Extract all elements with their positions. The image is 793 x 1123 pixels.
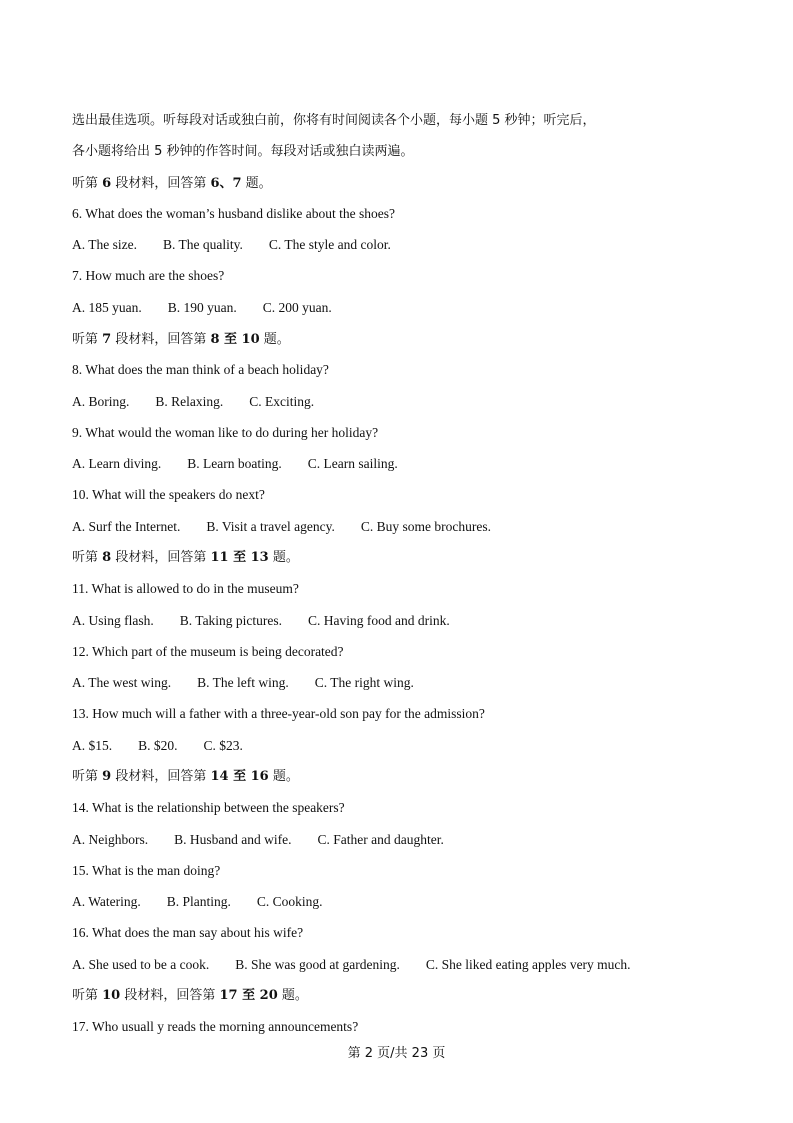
option-a: A. She used to be a cook. [72, 957, 210, 972]
options-7 [72, 299, 358, 317]
instructions-line-2: 各小题将给出 5 秒钟的作答时间。每段对话或独白读两遍。 [72, 144, 414, 159]
options-14 [72, 831, 470, 849]
option-b: B. She was good at gardening. [235, 957, 400, 972]
option-a: A. Boring. [72, 394, 130, 409]
section-heading: 听第 6 段材料，回答第 6、7 题。 [72, 176, 272, 191]
question-6: 6. What does the woman’s husband dislike about the shoes? [72, 206, 395, 221]
option-c: C. Exciting. [249, 394, 315, 409]
option-a: A. Surf the Internet. [72, 519, 181, 534]
section-heading: 听第 7 段材料，回答第 8 至 10 题。 [72, 332, 290, 347]
options-11 [72, 612, 476, 630]
option-c: C. She liked eating apples very much. [425, 957, 631, 972]
option-b: B. Relaxing. [155, 394, 224, 409]
option-b: B. The left wing. [197, 675, 289, 690]
option-a: A. Neighbors. [72, 832, 149, 847]
question-16: 16. What does the man say about his wife? [72, 925, 304, 940]
option-a: A. Using flash. [72, 613, 154, 628]
option-c: C. $23. [203, 738, 243, 753]
option-a: A. The size. [72, 237, 137, 252]
option-c: C. Buy some brochures. [360, 519, 491, 534]
option-b: B. Planting. [166, 894, 231, 909]
option-c: C. Cooking. [256, 894, 323, 909]
option-c: C. Learn sailing. [307, 456, 398, 471]
question-13: 13. How much will a father with a three-year-old son pay for the admission? [72, 706, 485, 721]
section-heading: 听第 8 段材料，回答第 11 至 13 题。 [72, 550, 299, 565]
option-a: A. Watering. [72, 894, 141, 909]
section-heading: 听第 10 段材料，回答第 17 至 20 题。 [72, 988, 308, 1003]
option-b: B. The quality. [162, 237, 243, 252]
question-7: 7. How much are the shoes? [72, 268, 225, 283]
options-15 [72, 893, 349, 911]
options-16 [72, 956, 657, 974]
question-15: 15. What is the man doing? [72, 863, 221, 878]
option-c: C. Father and daughter. [317, 832, 444, 847]
question-11: 11. What is allowed to do in the museum? [72, 581, 299, 596]
option-a: A. 185 yuan. [72, 300, 142, 315]
section-heading: 听第 9 段材料，回答第 14 至 16 题。 [72, 769, 299, 784]
question-8: 8. What does the man think of a beach holiday? [72, 362, 329, 377]
options-6 [72, 236, 417, 254]
option-b: B. Taking pictures. [179, 613, 283, 628]
option-b: B. 190 yuan. [167, 300, 237, 315]
instructions-line-1: 选出最佳选项。听每段对话或独白前，你将有时间阅读各个小题，每小题 5 秒钟；听完后， [72, 113, 596, 128]
page-footer: 第 2 页/共 23 页 [347, 1046, 446, 1061]
option-a: A. The west wing. [72, 675, 172, 690]
option-a: A. $15. [72, 738, 113, 753]
options-9 [72, 455, 424, 473]
option-c: C. Having food and drink. [308, 613, 450, 628]
option-b: B. Visit a travel agency. [206, 519, 335, 534]
option-c: C. The right wing. [314, 675, 414, 690]
question-17: 17. Who usuall y reads the morning announcements? [72, 1019, 359, 1034]
option-b: B. Husband and wife. [174, 832, 292, 847]
option-a: A. Learn diving. [72, 456, 162, 471]
question-9: 9. What would the woman like to do during her holiday? [72, 425, 379, 440]
options-13 [72, 737, 269, 755]
question-14: 14. What is the relationship between the speakers? [72, 800, 345, 815]
question-10: 10. What will the speakers do next? [72, 487, 265, 502]
option-b: B. Learn boating. [187, 456, 282, 471]
question-12: 12. Which part of the museum is being decorated? [72, 644, 344, 659]
options-12 [72, 674, 440, 692]
option-c: C. 200 yuan. [262, 300, 332, 315]
option-b: B. $20. [138, 738, 178, 753]
options-10 [72, 518, 517, 536]
options-8 [72, 393, 340, 411]
option-c: C. The style and color. [268, 237, 391, 252]
